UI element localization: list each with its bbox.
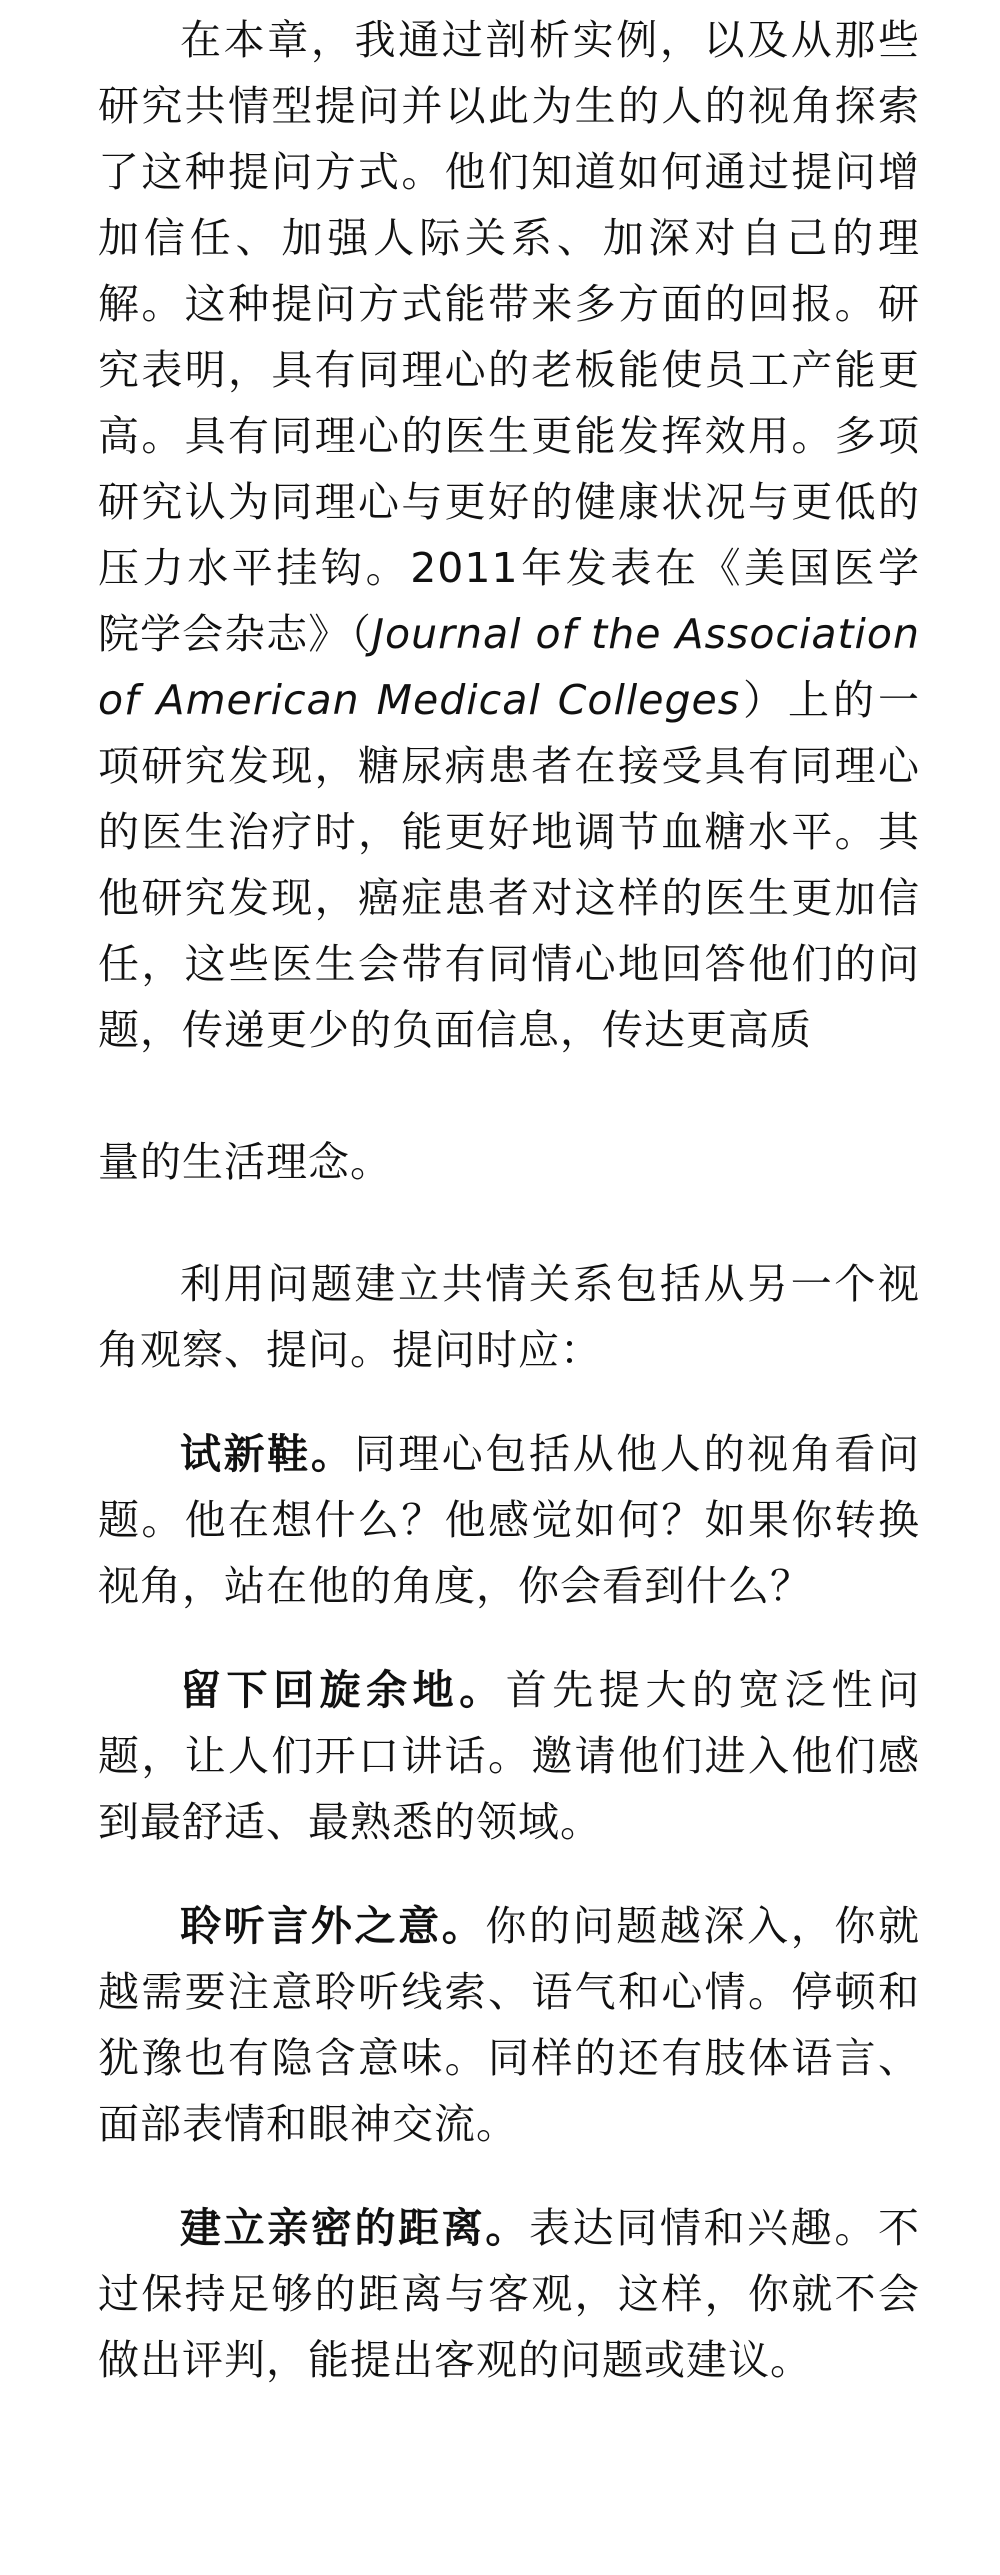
- intro-text-part1: 在本章，我通过剖析实例，以及从那些研究共情型提问并以此为生的人的视角探索了这种提问方式。他们知道如何通过提问增加信任、加强人际关系、加深对自己的理解。这种提问方式能带来多方面的回报。研究表明，具有同理心的老板能使员工产能更高。具有同理心的医生更能发挥效用。多项研究认为同理心与更好的健康状况与更低的压力水平挂钩。2011年发表在《美国医学院学会杂志》（: [98, 16, 920, 658]
- tip-heading: 聆听言外之意。: [180, 1902, 486, 1950]
- tip-intimate-distance: [98, 2195, 920, 2393]
- tip-body: 表达同情和兴趣。不过保持足够的距离与客观，这样，你就不会做出评判，能提出客观的问题或建议。: [98, 2204, 920, 2384]
- tip-leave-room: [98, 1657, 920, 1855]
- empathy-paragraph: 利用问题建立共情关系包括从另一个视角观察、提问。提问时应：: [98, 1260, 920, 1374]
- journal-title-english: Journal of the Association of American Medical Colleges: [98, 610, 920, 724]
- tip-heading: 留下回旋余地。: [180, 1666, 506, 1714]
- document-page: [98, 0, 920, 2393]
- tip-heading: 建立亲密的距离。: [180, 2204, 529, 2252]
- intro-paragraph: [98, 0, 920, 1063]
- tip-try-new-shoes: [98, 1421, 920, 1619]
- intro-paragraph-tail: 量的生活理念。: [98, 1138, 392, 1186]
- tip-body: 同理心包括从他人的视角看问题。他在想什么？他感觉如何？如果你转换视角，站在他的角度，你会看到什么？: [98, 1430, 920, 1610]
- tip-body: 你的问题越深入，你就越需要注意聆听线索、语气和心情。停顿和犹豫也有隐含意味。同样的还有肢体语言、面部表情和眼神交流。: [98, 1902, 920, 2148]
- paragraph-gap: [98, 1063, 920, 1129]
- intro-text-part2: ）上的一项研究发现，糖尿病患者在接受具有同理心的医生治疗时，能更好地调节血糖水平。其他研究发现，癌症患者对这样的医生更加信任，这些医生会带有同情心地回答他们的问题，传递更少的负面信息，传达更高质: [98, 676, 920, 1054]
- tip-body: 首先提大的宽泛性问题，让人们开口讲话。邀请他们进入他们感到最舒适、最熟悉的领域。: [98, 1666, 921, 1846]
- tip-listen-subtext: [98, 1893, 920, 2157]
- tip-heading: 试新鞋。: [180, 1430, 355, 1478]
